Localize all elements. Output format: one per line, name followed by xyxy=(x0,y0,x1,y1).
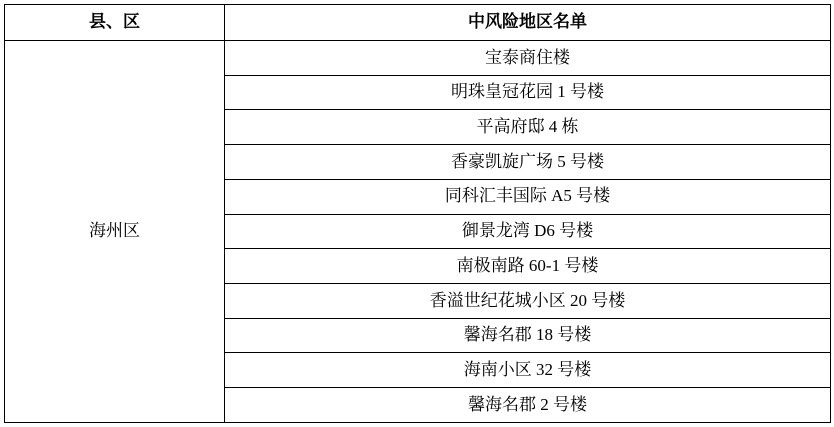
table-row xyxy=(5,41,831,76)
area-cell: 同科汇丰国际 A5 号楼 xyxy=(225,179,831,214)
area-cell: 南极南路 60-1 号楼 xyxy=(225,249,831,284)
area-cell: 御景龙湾 D6 号楼 xyxy=(225,214,831,249)
area-cell: 宝泰商住楼 xyxy=(225,41,831,76)
area-cell: 馨海名郡 18 号楼 xyxy=(225,318,831,353)
risk-area-table xyxy=(4,4,831,423)
area-cell: 平高府邸 4 栋 xyxy=(225,110,831,145)
area-cell: 海南小区 32 号楼 xyxy=(225,353,831,388)
column-header-risk-list: 中风险地区名单 xyxy=(225,5,831,41)
area-cell: 明珠皇冠花园 1 号楼 xyxy=(225,75,831,110)
area-cell: 馨海名郡 2 号楼 xyxy=(225,388,831,423)
area-cell: 香豪凯旋广场 5 号楼 xyxy=(225,145,831,180)
column-header-district: 县、区 xyxy=(5,5,225,41)
district-cell: 海州区 xyxy=(5,41,225,423)
area-cell: 香溢世纪花城小区 20 号楼 xyxy=(225,284,831,319)
header-row xyxy=(5,5,831,41)
